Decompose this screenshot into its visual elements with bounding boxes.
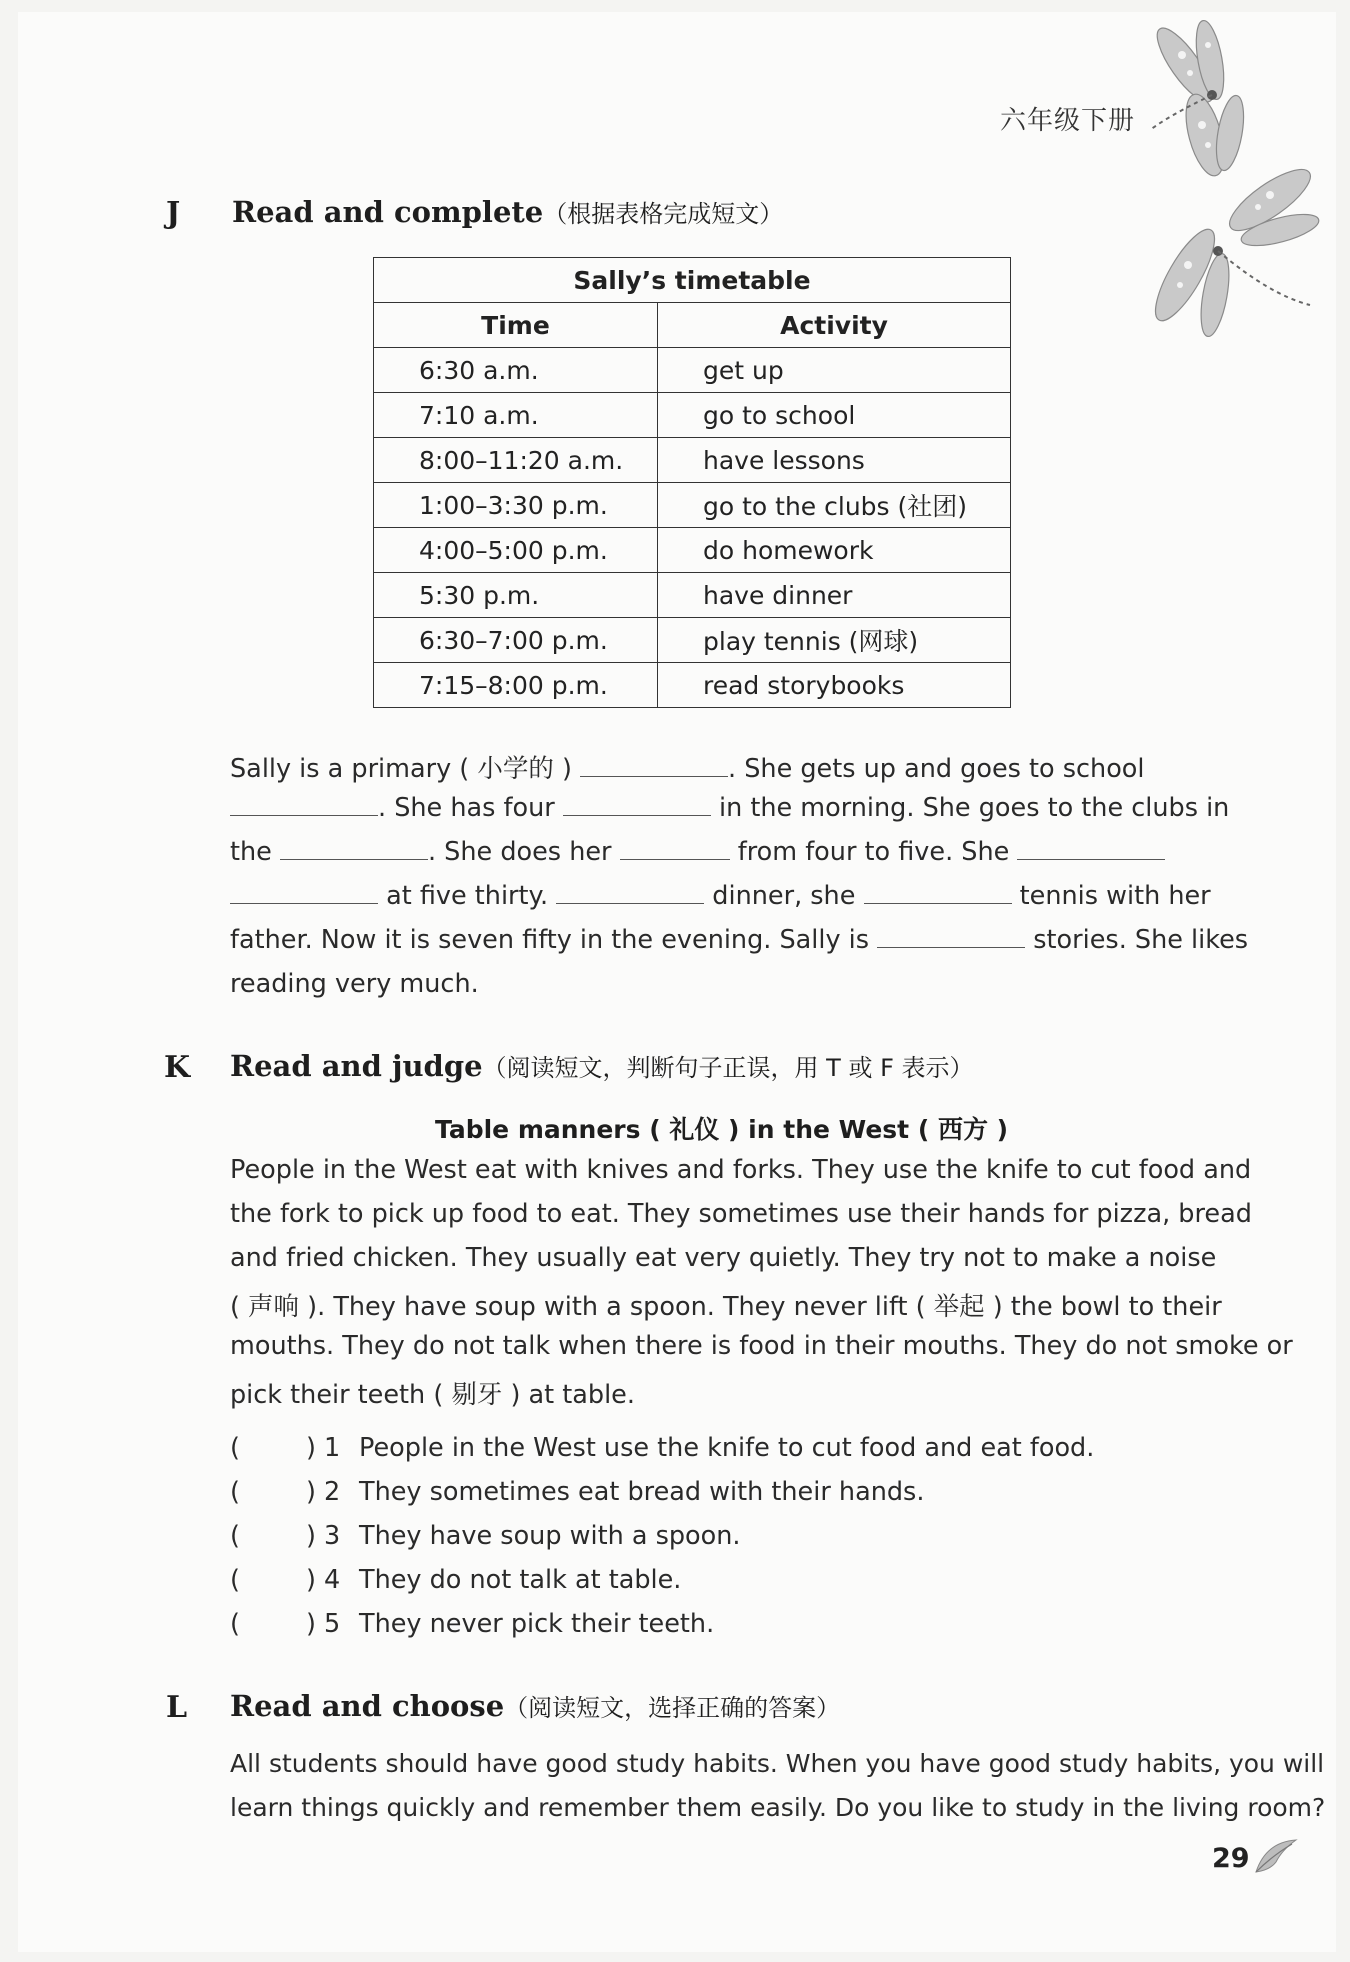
question-3[interactable] bbox=[230, 1521, 1130, 1557]
answer-paren-close: ) 4 bbox=[306, 1565, 341, 1595]
cell-activity: read storybooks bbox=[658, 663, 1011, 708]
passage-line-4 bbox=[230, 881, 1211, 911]
passage-text: dinner, she bbox=[712, 881, 856, 911]
passage-k-line-4: ( 声响 ). They have soup with a spoon. They never lift ( 举起 ) the bowl to their bbox=[230, 1292, 1222, 1322]
passage-text: from four to five. She bbox=[737, 837, 1010, 867]
question-text: People in the West use the knife to cut food and eat food. bbox=[359, 1433, 1095, 1463]
grade-label: 六年级下册 bbox=[1000, 106, 1136, 136]
passage-text: Sally is a primary ( 小学的 ) bbox=[230, 754, 572, 784]
cell-activity: get up bbox=[658, 348, 1011, 393]
cell-time: 7:10 a.m. bbox=[374, 393, 658, 438]
dragonfly-decoration-icon bbox=[1130, 15, 1320, 365]
answer-paren-close: ) 3 bbox=[306, 1521, 341, 1551]
cell-activity: go to school bbox=[658, 393, 1011, 438]
section-title-j-cn: （根据表格完成短文） bbox=[543, 200, 784, 228]
table-row bbox=[374, 663, 1011, 708]
passage-k-line-1: People in the West eat with knives and forks. They use the knife to cut food and bbox=[230, 1155, 1252, 1185]
question-1[interactable] bbox=[230, 1433, 1130, 1469]
answer-blank-6[interactable] bbox=[1017, 858, 1165, 860]
passage-k-line-2: the fork to pick up food to eat. They sometimes use their hands for pizza, bread bbox=[230, 1199, 1252, 1229]
cell-activity: have dinner bbox=[658, 573, 1011, 618]
passage-text: in the morning. She goes to the clubs in bbox=[718, 793, 1230, 823]
passage-text: . She has four bbox=[378, 793, 555, 823]
timetable bbox=[373, 257, 1011, 708]
answer-blank-3[interactable] bbox=[563, 814, 711, 816]
passage-text: tennis with her bbox=[1019, 881, 1211, 911]
answer-paren-close: ) 5 bbox=[306, 1609, 341, 1639]
passage-l-line-2: learn things quickly and remember them easily. Do you like to study in the living room? bbox=[230, 1793, 1326, 1822]
answer-paren-open: ( bbox=[230, 1609, 240, 1639]
cell-activity: have lessons bbox=[658, 438, 1011, 483]
section-title-j-en: Read and complete bbox=[232, 195, 544, 229]
table-row bbox=[374, 573, 1011, 618]
answer-paren-close: ) 2 bbox=[306, 1477, 341, 1507]
passage-text: . She gets up and goes to school bbox=[728, 754, 1145, 784]
passage-text: stories. She likes bbox=[1033, 925, 1249, 955]
passage-line-5 bbox=[230, 925, 1248, 955]
col-header-time: Time bbox=[374, 303, 658, 348]
question-text: They never pick their teeth. bbox=[359, 1609, 715, 1639]
section-letter-l: L bbox=[166, 1690, 188, 1725]
section-letter-j: J bbox=[166, 196, 181, 231]
cell-time: 1:00–3:30 p.m. bbox=[374, 483, 658, 528]
table-row bbox=[374, 348, 1011, 393]
passage-text: father. Now it is seven fifty in the evening. Sally is bbox=[230, 925, 870, 955]
table-row bbox=[374, 483, 1011, 528]
answer-blank-2[interactable] bbox=[230, 814, 378, 816]
answer-paren-open: ( bbox=[230, 1477, 240, 1507]
answer-blank-4[interactable] bbox=[280, 858, 428, 860]
table-row bbox=[374, 393, 1011, 438]
passage-k-line-3: and fried chicken. They usually eat very quietly. They try not to make a noise bbox=[230, 1243, 1217, 1273]
answer-paren-open: ( bbox=[230, 1433, 240, 1463]
cell-activity: do homework bbox=[658, 528, 1011, 573]
passage-text: . She does her bbox=[427, 837, 612, 867]
cell-time: 5:30 p.m. bbox=[374, 573, 658, 618]
passage-text: at five thirty. bbox=[386, 881, 549, 911]
timetable-caption: Sally’s timetable bbox=[374, 258, 1011, 303]
answer-paren-open: ( bbox=[230, 1565, 240, 1595]
answer-paren-open: ( bbox=[230, 1521, 240, 1551]
col-header-activity: Activity bbox=[658, 303, 1011, 348]
answer-blank-5[interactable] bbox=[620, 858, 730, 860]
section-title-l-en: Read and choose bbox=[230, 1689, 505, 1723]
cell-activity: play tennis (网球) bbox=[658, 618, 1011, 663]
passage-line-1 bbox=[230, 749, 1145, 785]
question-2[interactable] bbox=[230, 1477, 1130, 1513]
section-title-k-en: Read and judge bbox=[230, 1049, 483, 1083]
table-row bbox=[374, 618, 1011, 663]
answer-blank-9[interactable] bbox=[864, 902, 1012, 904]
question-4[interactable] bbox=[230, 1565, 1130, 1601]
question-5[interactable] bbox=[230, 1609, 1130, 1645]
section-title-j bbox=[232, 194, 783, 229]
answer-blank-10[interactable] bbox=[877, 946, 1025, 948]
cell-time: 4:00–5:00 p.m. bbox=[374, 528, 658, 573]
answer-blank-1[interactable] bbox=[580, 775, 728, 777]
answer-blank-7[interactable] bbox=[230, 902, 378, 904]
table-row bbox=[374, 528, 1011, 573]
cell-time: 6:30 a.m. bbox=[374, 348, 658, 393]
passage-line-2 bbox=[230, 793, 1229, 823]
passage-line-6: reading very much. bbox=[230, 969, 479, 999]
passage-line-3 bbox=[230, 837, 1165, 867]
question-text: They sometimes eat bread with their hands. bbox=[359, 1477, 925, 1507]
question-text: They do not talk at table. bbox=[359, 1565, 682, 1595]
cell-activity: go to the clubs (社团) bbox=[658, 483, 1011, 528]
passage-text: the bbox=[230, 837, 272, 867]
cell-time: 7:15–8:00 p.m. bbox=[374, 663, 658, 708]
answer-paren-close: ) 1 bbox=[306, 1433, 341, 1463]
section-title-k bbox=[230, 1048, 974, 1083]
question-text: They have soup with a spoon. bbox=[359, 1521, 741, 1551]
section-letter-k: K bbox=[164, 1050, 191, 1085]
section-title-k-cn: （阅读短文，判断句子正误，用 T 或 F 表示） bbox=[482, 1054, 974, 1082]
cell-time: 6:30–7:00 p.m. bbox=[374, 618, 658, 663]
page-number: 29 bbox=[1212, 1843, 1250, 1874]
section-title-l-cn: （阅读短文，选择正确的答案） bbox=[504, 1694, 841, 1722]
answer-blank-8[interactable] bbox=[556, 902, 704, 904]
cell-time: 8:00–11:20 a.m. bbox=[374, 438, 658, 483]
passage-subtitle: Table manners ( 礼仪 ) in the West ( 西方 ) bbox=[435, 1115, 1009, 1144]
leaf-icon bbox=[1252, 1836, 1300, 1876]
passage-k-line-6: pick their teeth ( 剔牙 ) at table. bbox=[230, 1380, 635, 1410]
passage-l-line-1: All students should have good study habits. When you have good study habits, you will bbox=[230, 1749, 1325, 1778]
section-title-l bbox=[230, 1688, 840, 1723]
passage-k-line-5: mouths. They do not talk when there is food in their mouths. They do not smoke or bbox=[230, 1331, 1293, 1361]
table-row bbox=[374, 438, 1011, 483]
